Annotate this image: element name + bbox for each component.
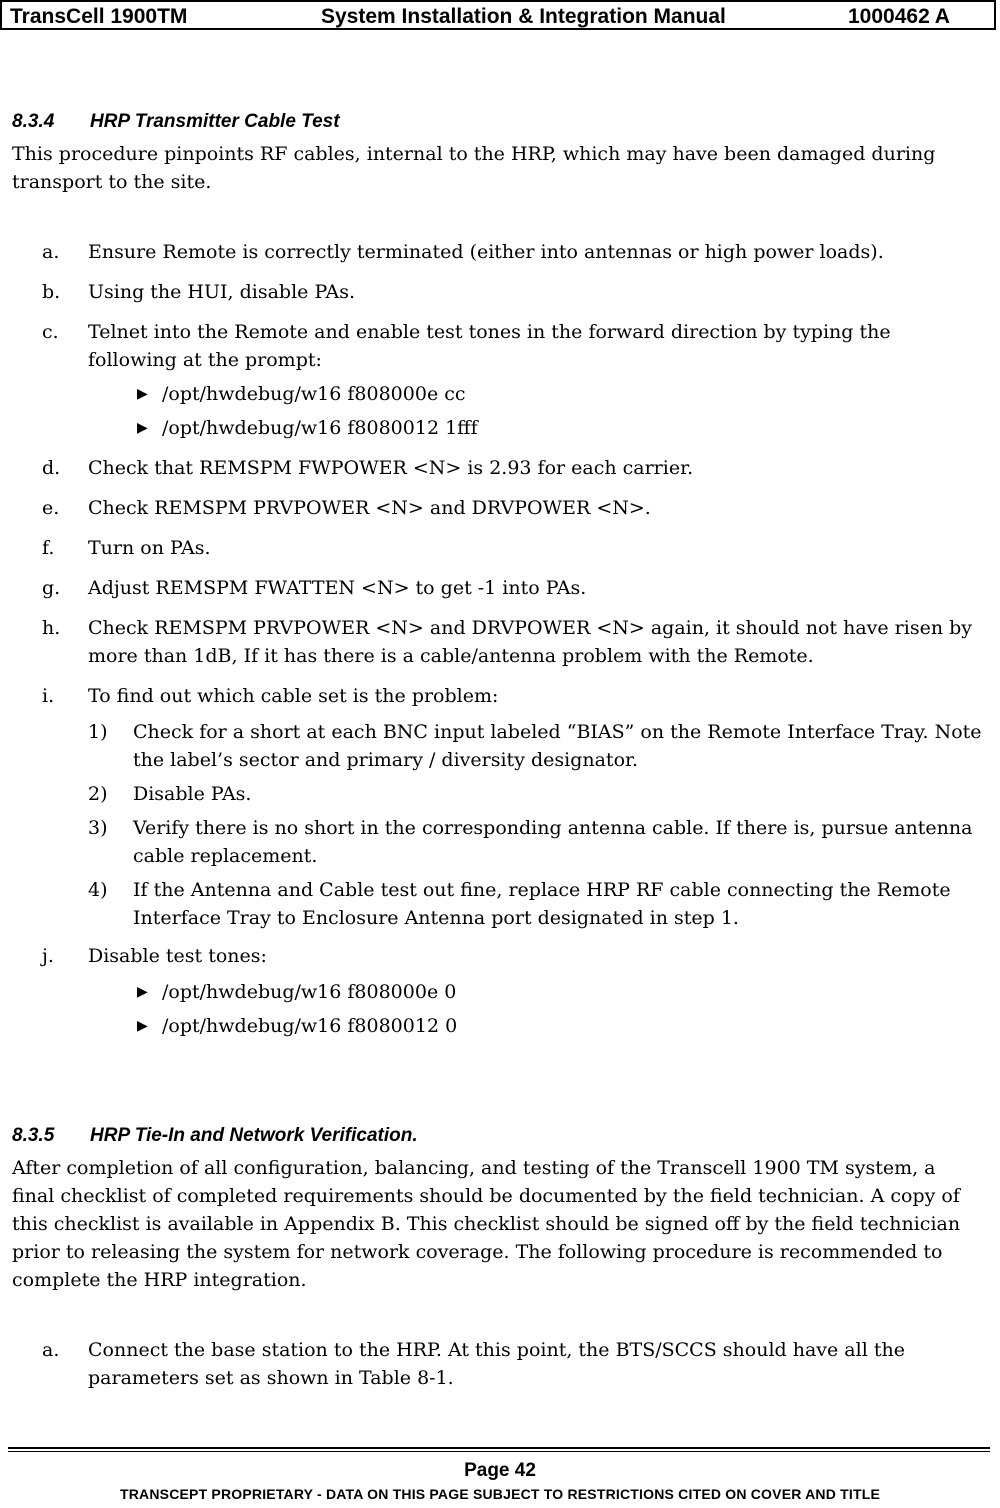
substep-1 — [12, 718, 982, 774]
substep-2 — [12, 780, 982, 808]
step-b — [12, 278, 982, 306]
step-c — [12, 318, 982, 374]
step-i — [12, 682, 982, 710]
section-title: HRP Transmitter Cable Test — [90, 111, 340, 132]
section-heading-8-3-4 — [12, 110, 982, 134]
footer-divider — [8, 1451, 990, 1452]
command-text: /opt/hwdebug/w16 f808000e 0 — [162, 981, 457, 1003]
substep-label: 3) — [88, 817, 108, 839]
section-intro: This procedure pinpoints RF cables, internal to the HRP, which may have been damaged during transport to the site. — [12, 143, 936, 193]
step-g — [12, 574, 982, 602]
section-number: 8.3.4 — [12, 111, 55, 132]
page-number: Page 42 — [464, 1460, 536, 1481]
command-line — [12, 978, 982, 1012]
step-label: h. — [42, 617, 61, 639]
substep-label: 2) — [88, 783, 108, 805]
right-triangle-bullet-icon: ▶ — [137, 1018, 148, 1034]
procedure-steps — [12, 238, 982, 1046]
right-triangle-bullet-icon: ▶ — [137, 984, 148, 1000]
step-text: Check REMSPM PRVPOWER <N> and DRVPOWER <N>. — [88, 497, 651, 519]
step-label: b. — [42, 281, 61, 303]
step-label: a. — [42, 241, 60, 263]
footer-divider — [8, 1447, 990, 1449]
right-triangle-bullet-icon: ▶ — [137, 386, 148, 402]
header-manual-title: System Installation & Integration Manual — [321, 5, 726, 28]
step-e — [12, 494, 982, 522]
page-content — [12, 110, 982, 1392]
step-text: Disable test tones: — [88, 945, 267, 967]
step-h — [12, 614, 982, 670]
header-doc-number: 1000462 A — [848, 5, 950, 28]
step-label: f. — [42, 537, 55, 559]
command-text: /opt/hwdebug/w16 f808000e cc — [162, 383, 466, 405]
section-number: 8.3.5 — [12, 1125, 55, 1146]
step-text: Turn on PAs. — [88, 537, 211, 559]
substep-text: If the Antenna and Cable test out fine, replace HRP RF cable connecting the Remote Interface Tray to Enclosure Antenna port designated in step 1. — [133, 879, 951, 929]
step-label: i. — [42, 685, 55, 707]
step-text: Using the HUI, disable PAs. — [88, 281, 355, 303]
substep-label: 4) — [88, 879, 108, 901]
step-label: g. — [42, 577, 61, 599]
step-a — [12, 1336, 982, 1392]
step-label: j. — [42, 945, 54, 967]
step-text: Ensure Remote is correctly terminated (either into antennas or high power loads). — [88, 241, 884, 263]
step-f — [12, 534, 982, 562]
header-product: TransCell 1900TM — [10, 5, 188, 28]
step-j — [12, 942, 982, 970]
step-text: To find out which cable set is the problem: — [88, 685, 499, 707]
step-label: c. — [42, 321, 59, 343]
section-title: HRP Tie-In and Network Verification. — [90, 1125, 418, 1146]
step-text: Check that REMSPM FWPOWER <N> is 2.93 for each carrier. — [88, 457, 694, 479]
command-text: /opt/hwdebug/w16 f8080012 1fff — [162, 417, 478, 439]
step-text: Adjust REMSPM FWATTEN <N> to get -1 into PAs. — [88, 577, 587, 599]
step-text: Connect the base station to the HRP. At this point, the BTS/SCCS should have all the parameters set as shown in Table 8-1. — [88, 1339, 905, 1389]
step-d — [12, 454, 982, 482]
command-line — [12, 1012, 982, 1046]
command-line — [12, 380, 982, 414]
substep-label: 1) — [88, 721, 108, 743]
step-a — [12, 238, 982, 266]
step-label: d. — [42, 457, 61, 479]
substep-text: Verify there is no short in the corresponding antenna cable. If there is, pursue antenna cable replacement. — [133, 817, 973, 867]
substep-4 — [12, 876, 982, 932]
command-line — [12, 414, 982, 448]
step-label: e. — [42, 497, 60, 519]
command-text: /opt/hwdebug/w16 f8080012 0 — [162, 1015, 458, 1037]
section-intro: After completion of all configuration, balancing, and testing of the Transcell 1900 TM system, a final checklist of completed requirements should be documented by the field technician. A copy of this checklist is available in Appendix B. This checklist should be signed off by the field technician prior to releasing the system for network coverage. The following procedure is recommended to complete the HRP integration. — [12, 1157, 961, 1291]
step-text: Telnet into the Remote and enable test tones in the forward direction by typing the following at the prompt: — [88, 321, 891, 371]
section-heading-8-3-5 — [12, 1124, 982, 1148]
step-label: a. — [42, 1339, 60, 1361]
substep-text: Check for a short at each BNC input labeled “BIAS” on the Remote Interface Tray. Note the label’s sector and primary / diversity designator. — [133, 721, 982, 771]
substep-text: Disable PAs. — [133, 783, 252, 805]
proprietary-notice: TRANSCEPT PROPRIETARY - DATA ON THIS PAGE SUBJECT TO RESTRICTIONS CITED ON COVER AND TITLE — [119, 1486, 881, 1502]
step-text: Check REMSPM PRVPOWER <N> and DRVPOWER <N> again, it should not have risen by more than 1dB, If it has there is a cable/antenna problem with the Remote. — [88, 617, 973, 667]
right-triangle-bullet-icon: ▶ — [137, 420, 148, 436]
page-header — [0, 0, 996, 30]
substep-3 — [12, 814, 982, 870]
